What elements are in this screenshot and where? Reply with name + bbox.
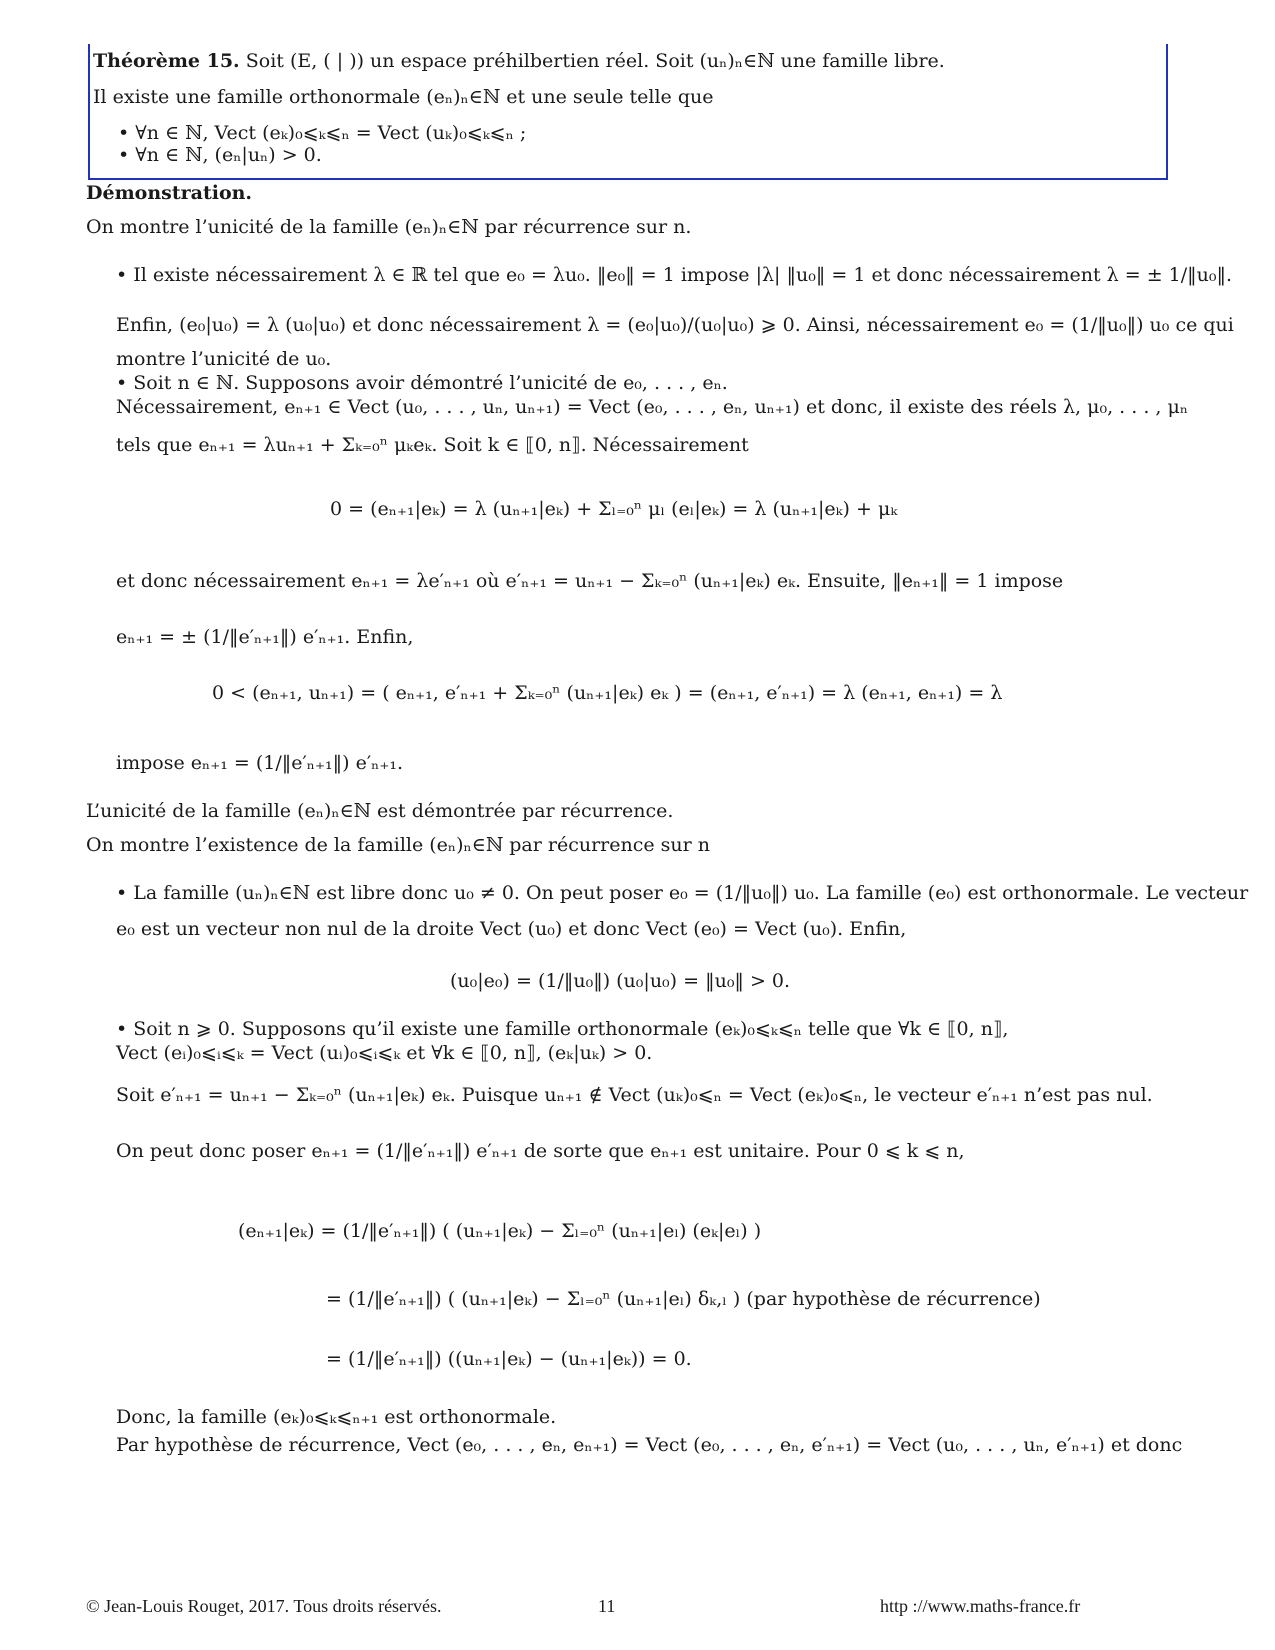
proof-line-u8: et donc nécessairement eₙ₊₁ = λe′ₙ₊₁ où e′ₙ₊₁ = uₙ₊₁ − Σₖ₌₀ⁿ (uₙ₊₁|eₖ) eₖ. Ensuite, ‖eₙ₊₁‖ = 1 impose bbox=[116, 570, 1064, 592]
proof-line-e5: Vect (eᵢ)₀⩽ᵢ⩽ₖ = Vect (uᵢ)₀⩽ᵢ⩽ₖ et ∀k ∈ ⟦0, n⟧, (eₖ|uₖ) > 0. bbox=[116, 1042, 653, 1064]
proof-line-u6: tels que eₙ₊₁ = λuₙ₊₁ + Σₖ₌₀ⁿ μₖeₖ. Soit k ∈ ⟦0, n⟧. Nécessairement bbox=[116, 434, 749, 456]
footer-copyright: © Jean-Louis Rouget, 2017. Tous droits réservés. bbox=[86, 1596, 442, 1616]
proof-line-e7: On peut donc poser eₙ₊₁ = (1/‖e′ₙ₊₁‖) e′ₙ₊₁ de sorte que eₙ₊₁ est unitaire. Pour 0 ⩽ k ⩽ n, bbox=[116, 1140, 965, 1162]
uniqueness-intro: On montre l’unicité de la famille (eₙ)ₙ∈ℕ par récurrence sur n. bbox=[86, 216, 692, 238]
footer-url[interactable]: http ://www.maths-france.fr bbox=[880, 1596, 1081, 1616]
existence-intro: On montre l’existence de la famille (eₙ)ₙ∈ℕ par récurrence sur n bbox=[86, 834, 710, 856]
proof-line-e4: • Soit n ⩾ 0. Supposons qu’il existe une famille orthonormale (eₖ)₀⩽ₖ⩽ₙ telle que ∀k ∈ ⟦0, n⟧, bbox=[116, 1018, 1009, 1040]
footer-page-number: 11 bbox=[598, 1596, 616, 1616]
proof-line-u12: L’unicité de la famille (eₙ)ₙ∈ℕ est démontrée par récurrence. bbox=[86, 800, 674, 822]
equation-u7: 0 = (eₙ₊₁|eₖ) = λ (uₙ₊₁|eₖ) + Σₗ₌₀ⁿ μₗ (eₗ|eₖ) = λ (uₙ₊₁|eₖ) + μₖ bbox=[330, 498, 898, 520]
proof-line-u1: • Il existe nécessairement λ ∈ ℝ tel que e₀ = λu₀. ‖e₀‖ = 1 impose |λ| ‖u₀‖ = 1 et donc nécessairement λ = ± 1/‖u₀‖. bbox=[116, 264, 1233, 286]
theorem-title: Théorème 15. bbox=[93, 50, 240, 72]
proof-line-u2: Enfin, (e₀|u₀) = λ (u₀|u₀) et donc nécessairement λ = (e₀|u₀)/(u₀|u₀) ⩾ 0. Ainsi, nécessairement e₀ = (1/‖u₀‖) u₀ ce qui bbox=[116, 314, 1234, 336]
theorem-bullet-1: • ∀n ∈ ℕ, Vect (eₖ)₀⩽ₖ⩽ₙ = Vect (uₖ)₀⩽ₖ⩽ₙ ; bbox=[118, 122, 527, 144]
equation-u10: 0 < (eₙ₊₁, uₙ₊₁) = ( eₙ₊₁, e′ₙ₊₁ + Σₖ₌₀ⁿ (uₙ₊₁|eₖ) eₖ ) = (eₙ₊₁, e′ₙ₊₁) = λ (eₙ₊₁, eₙ₊₁) = λ bbox=[212, 682, 1003, 704]
proof-line-u4: • Soit n ∈ ℕ. Supposons avoir démontré l’unicité de e₀, . . . , eₙ. bbox=[116, 372, 728, 394]
proof-line-e6: Soit e′ₙ₊₁ = uₙ₊₁ − Σₖ₌₀ⁿ (uₙ₊₁|eₖ) eₖ. Puisque uₙ₊₁ ∉ Vect (uₖ)₀⩽ₙ = Vect (eₖ)₀⩽ₙ, le vecteur e′ₙ₊₁ n’est pas nul. bbox=[116, 1084, 1153, 1106]
equation-e10: = (1/‖e′ₙ₊₁‖) ((uₙ₊₁|eₖ) − (uₙ₊₁|eₖ)) = 0. bbox=[326, 1348, 692, 1370]
theorem-existence: Il existe une famille orthonormale (eₙ)ₙ∈ℕ et une seule telle que bbox=[93, 86, 714, 108]
proof-line-u11: impose eₙ₊₁ = (1/‖e′ₙ₊₁‖) e′ₙ₊₁. bbox=[116, 752, 404, 774]
proof-line-e1: • La famille (uₙ)ₙ∈ℕ est libre donc u₀ ≠ 0. On peut poser e₀ = (1/‖u₀‖) u₀. La famille (e₀) est orthonormale. Le vecteur bbox=[116, 882, 1249, 904]
theorem-bullet-2: • ∀n ∈ ℕ, (eₙ|uₙ) > 0. bbox=[118, 144, 322, 166]
proof-line-e12: Par hypothèse de récurrence, Vect (e₀, . . . , eₙ, eₙ₊₁) = Vect (e₀, . . . , eₙ, e′ₙ₊₁) = Vect (u₀, . . . , uₙ, e′ₙ₊₁) et donc bbox=[116, 1434, 1183, 1456]
proof-line-u9: eₙ₊₁ = ± (1/‖e′ₙ₊₁‖) e′ₙ₊₁. Enfin, bbox=[116, 626, 414, 648]
equation-e8: (eₙ₊₁|eₖ) = (1/‖e′ₙ₊₁‖) ( (uₙ₊₁|eₖ) − Σₗ₌₀ⁿ (uₙ₊₁|eₗ) (eₖ|eₗ) ) bbox=[238, 1220, 762, 1242]
proof-heading: Démonstration. bbox=[86, 182, 253, 204]
proof-line-e2: e₀ est un vecteur non nul de la droite Vect (u₀) et donc Vect (e₀) = Vect (u₀). Enfin, bbox=[116, 918, 907, 940]
equation-e3: (u₀|e₀) = (1/‖u₀‖) (u₀|u₀) = ‖u₀‖ > 0. bbox=[450, 970, 791, 992]
theorem-statement: Soit (E, ( | )) un espace préhilbertien réel. Soit (uₙ)ₙ∈ℕ une famille libre. bbox=[245, 50, 945, 72]
proof-line-e11: Donc, la famille (eₖ)₀⩽ₖ⩽ₙ₊₁ est orthonormale. bbox=[116, 1406, 557, 1428]
theorem-line-1 bbox=[93, 48, 945, 74]
proof-line-u3: montre l’unicité de u₀. bbox=[116, 348, 332, 370]
proof-line-u5: Nécessairement, eₙ₊₁ ∈ Vect (u₀, . . . , uₙ, uₙ₊₁) = Vect (e₀, . . . , eₙ, uₙ₊₁) et donc, il existe des réels λ, μ₀, . . . , μₙ bbox=[116, 396, 1189, 418]
equation-e9: = (1/‖e′ₙ₊₁‖) ( (uₙ₊₁|eₖ) − Σₗ₌₀ⁿ (uₙ₊₁|eₗ) δₖ,ₗ ) (par hypothèse de récurrence) bbox=[326, 1288, 1041, 1310]
